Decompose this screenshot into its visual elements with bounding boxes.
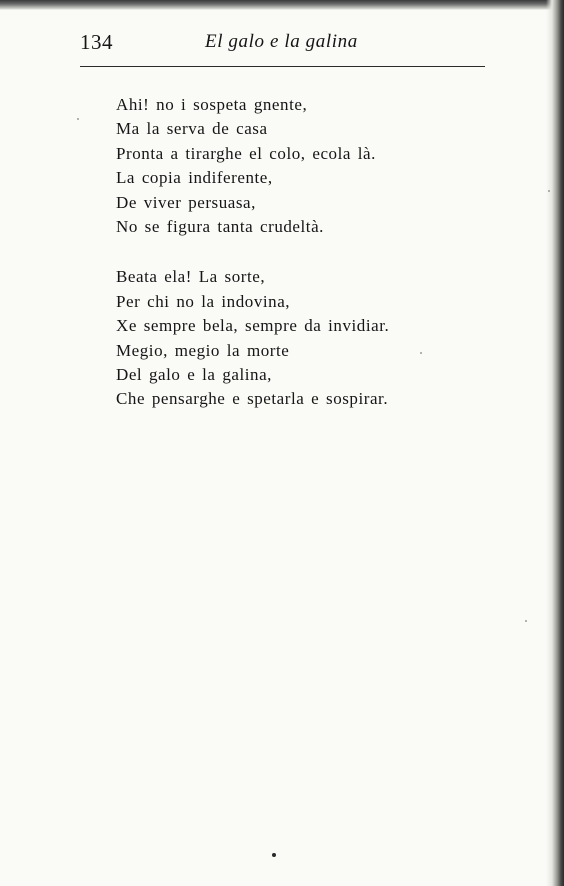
paper-speck	[77, 118, 79, 120]
verse-line: De viver persuasa,	[116, 192, 256, 212]
poem	[116, 93, 456, 412]
verse-line: Megio, megio la morte	[116, 340, 290, 360]
verse-line: Ma la serva de casa	[116, 119, 268, 139]
verse-line: Del galo e la galina,	[116, 365, 272, 385]
paper-speck	[548, 190, 550, 192]
header-rule	[80, 66, 485, 67]
running-header	[0, 28, 564, 58]
stanza-2	[116, 265, 456, 411]
page-number: 134	[80, 30, 113, 54]
verse-line: Beata ela! La sorte,	[116, 267, 266, 287]
verse-line: La copia indiferente,	[116, 168, 273, 188]
print-mark	[272, 853, 276, 857]
verse-line: Xe sempre bela, sempre da invidiar.	[116, 316, 390, 336]
verse-line: Che pensarghe e spetarla e sospirar.	[116, 389, 389, 409]
verse-line: Ahi! no i sospeta gnente,	[116, 95, 308, 114]
scan-top-edge	[0, 0, 564, 10]
paper-speck	[525, 620, 527, 622]
verse-line: Per chi no la indovina,	[116, 291, 291, 311]
paper-speck	[420, 352, 422, 354]
running-title: El galo e la galina	[205, 31, 358, 52]
page-binding-edge	[546, 0, 564, 886]
verse-line: Pronta a tirarghe el colo, ecola là.	[116, 143, 376, 163]
verse-line: No se figura tanta crudeltà.	[116, 217, 324, 237]
stanza-1	[116, 93, 456, 239]
